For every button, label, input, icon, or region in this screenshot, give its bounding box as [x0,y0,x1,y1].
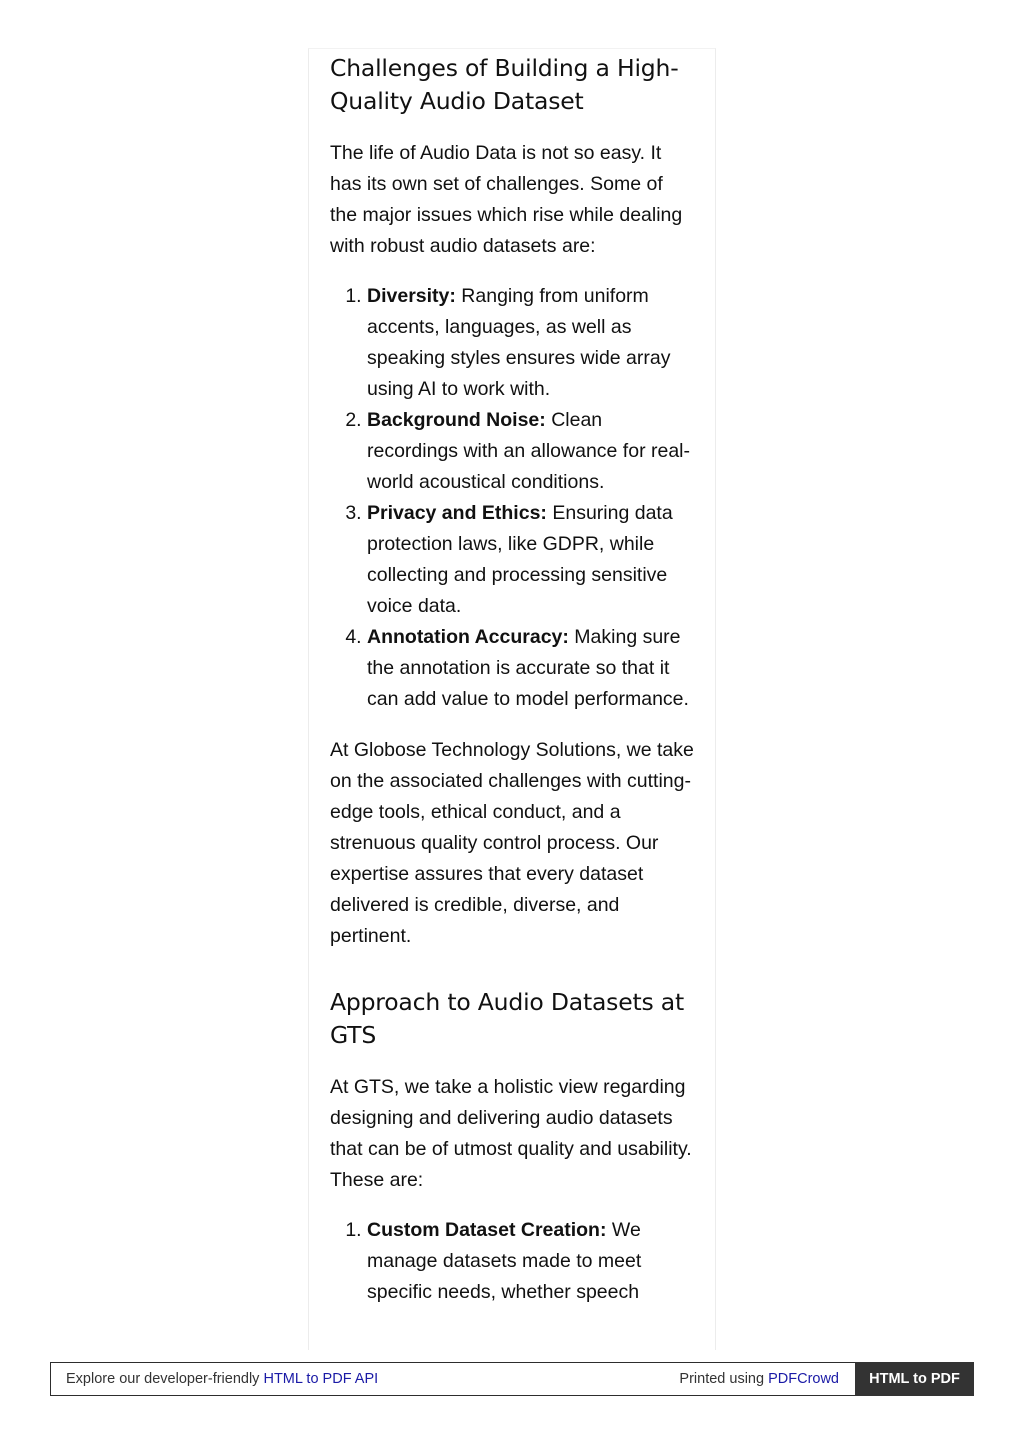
list-item [367,281,695,405]
list-item-text: We manage datasets made to meet specific needs, whether speech [367,1219,642,1303]
list-item [367,405,695,498]
list-item-title: Custom Dataset Creation: [367,1219,607,1241]
footer-explore-text: Explore our developer-friendly [66,1371,264,1387]
list-item-text: Ranging from uniform accents, languages, as well as speaking styles ensures wide array using AI to work with. [367,285,671,400]
html-to-pdf-badge[interactable]: HTML to PDF [855,1362,974,1396]
list-item-title: Background Noise: [367,409,546,431]
list-item-text: Making sure the annotation is accurate so that it can add value to model performance. [367,626,689,710]
footer-printed [679,1371,839,1387]
gts-solutions-paragraph: At Globose Technology Solutions, we take on the associated challenges with cutting-edge tools, ethical conduct, and a strenuous quality control process. Our expertise assures that every dataset delivered is credible, diverse, and pertinent. [330,739,694,947]
pdfcrowd-link[interactable]: PDFCrowd [768,1371,839,1387]
list-item [367,498,695,622]
list-item [367,1215,695,1308]
section-heading-challenges: Challenges of Building a High-Quality Audio Dataset [330,54,679,115]
footer-explore [66,1371,378,1387]
approach-list [330,1215,695,1308]
list-item-title: Diversity: [367,285,456,307]
html-to-pdf-api-link[interactable]: HTML to PDF API [263,1371,379,1387]
section-heading-approach: Approach to Audio Datasets at GTS [330,988,684,1049]
list-item-text: Ensuring data protection laws, like GDPR, while collecting and processing sensitive voice data. [367,502,673,617]
challenges-list [330,281,695,715]
list-item [367,622,695,715]
pdfcrowd-footer-bar [50,1362,974,1396]
list-item-title: Privacy and Ethics: [367,502,547,524]
list-item-text: Clean recordings with an allowance for real-world acoustical conditions. [367,409,690,493]
list-item-title: Annotation Accuracy: [367,626,569,648]
article-column [308,48,716,1350]
footer-printed-text: Printed using [679,1371,769,1387]
approach-intro-paragraph: At GTS, we take a holistic view regarding designing and delivering audio datasets that can be of utmost quality and usability. These are: [330,1076,692,1191]
challenges-intro-paragraph: The life of Audio Data is not so easy. It has its own set of challenges. Some of the major issues which rise while dealing with robust audio datasets are: [330,142,683,257]
